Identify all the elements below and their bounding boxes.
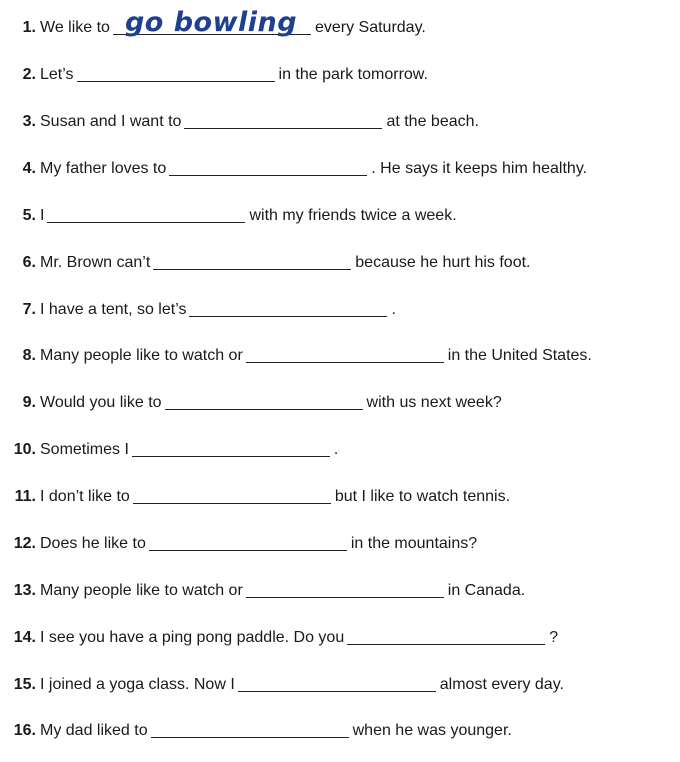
question-item [0, 7, 426, 38]
question-number: 13. [13, 582, 36, 599]
question-text-after: when he was younger. [352, 722, 512, 739]
question-text-before: My dad liked to [40, 722, 148, 739]
question-item [0, 59, 428, 85]
question-text-after: . He says it keeps him healthy. [371, 160, 588, 177]
question-item [0, 340, 592, 366]
question-number: 1. [22, 19, 36, 36]
answer-blank[interactable] [238, 673, 436, 692]
question-text-before: We like to [40, 19, 110, 36]
question-number: 2. [22, 66, 36, 83]
answer-blank[interactable] [47, 204, 245, 223]
question-item [0, 387, 502, 413]
question-item [0, 715, 512, 741]
answer-blank[interactable] [113, 7, 311, 38]
question-text-before: Sometimes I [40, 441, 129, 458]
answer-blank[interactable] [165, 391, 363, 410]
answer-blank[interactable] [77, 63, 275, 82]
question-text-before: I don’t like to [40, 488, 130, 505]
question-text-after: because he hurt his foot. [355, 254, 531, 271]
question-text-after: in the United States. [447, 347, 592, 364]
answer-blank[interactable] [347, 626, 545, 645]
question-text-after: ? [549, 629, 559, 646]
answer-blank[interactable] [246, 344, 444, 363]
question-item [0, 106, 479, 132]
question-item [0, 481, 510, 507]
answer-blank[interactable] [133, 485, 331, 504]
question-text-after: . [391, 301, 396, 318]
answer-blank[interactable] [151, 719, 349, 738]
question-text-after: but I like to watch tennis. [334, 488, 511, 505]
question-number: 11. [14, 488, 36, 505]
question-text-before: My father loves to [40, 160, 167, 177]
question-text-before: Many people like to watch or [40, 582, 243, 599]
question-text-after: with my friends twice a week. [249, 207, 457, 224]
question-number: 9. [22, 394, 36, 411]
question-item [0, 528, 477, 554]
question-number: 15. [13, 676, 36, 693]
question-text-after: with us next week? [366, 394, 502, 411]
question-item [0, 575, 525, 601]
question-text-after: . [333, 441, 339, 458]
question-item [0, 200, 457, 226]
question-number: 10. [13, 441, 36, 458]
question-item [0, 622, 558, 648]
handwritten-answer: go bowling [124, 7, 298, 38]
question-number: 14. [13, 629, 36, 646]
question-text-before: Let’s [40, 66, 74, 83]
question-text-before: Would you like to [40, 394, 162, 411]
question-item [0, 294, 396, 320]
question-number: 6. [22, 254, 36, 271]
question-text-before: I [40, 207, 45, 224]
question-number: 4. [22, 160, 36, 177]
question-text-before: Mr. Brown can’t [40, 254, 151, 271]
question-item [0, 247, 531, 273]
question-text-after: in the park tomorrow. [278, 66, 428, 83]
question-text-before: Susan and I want to [40, 113, 182, 130]
question-number: 7. [22, 301, 36, 318]
answer-blank[interactable] [153, 251, 351, 270]
question-text-before: I have a tent, so let’s [40, 301, 187, 318]
question-text-after: at the beach. [386, 113, 479, 130]
question-number: 12. [13, 535, 36, 552]
answer-blank[interactable] [246, 579, 444, 598]
answer-blank[interactable] [184, 110, 382, 129]
question-text-after: every Saturday. [314, 19, 426, 36]
question-text-before: Many people like to watch or [40, 347, 243, 364]
answer-blank[interactable] [132, 438, 330, 457]
question-number: 3. [22, 113, 36, 130]
question-item [0, 153, 587, 179]
question-item [0, 434, 338, 460]
answer-blank[interactable] [189, 298, 387, 317]
answer-blank[interactable] [149, 532, 347, 551]
question-text-before: I joined a yoga class. Now I [40, 676, 235, 693]
question-text-after: in Canada. [447, 582, 526, 599]
question-text-after: almost every day. [439, 676, 564, 693]
question-item [0, 669, 564, 695]
question-text-before: I see you have a ping pong paddle. Do you [40, 629, 345, 646]
question-text-before: Does he like to [40, 535, 146, 552]
answer-blank[interactable] [169, 157, 367, 176]
question-text-after: in the mountains? [350, 535, 478, 552]
question-number: 5. [22, 207, 36, 224]
question-number: 8. [22, 347, 36, 364]
question-number: 16. [13, 722, 36, 739]
